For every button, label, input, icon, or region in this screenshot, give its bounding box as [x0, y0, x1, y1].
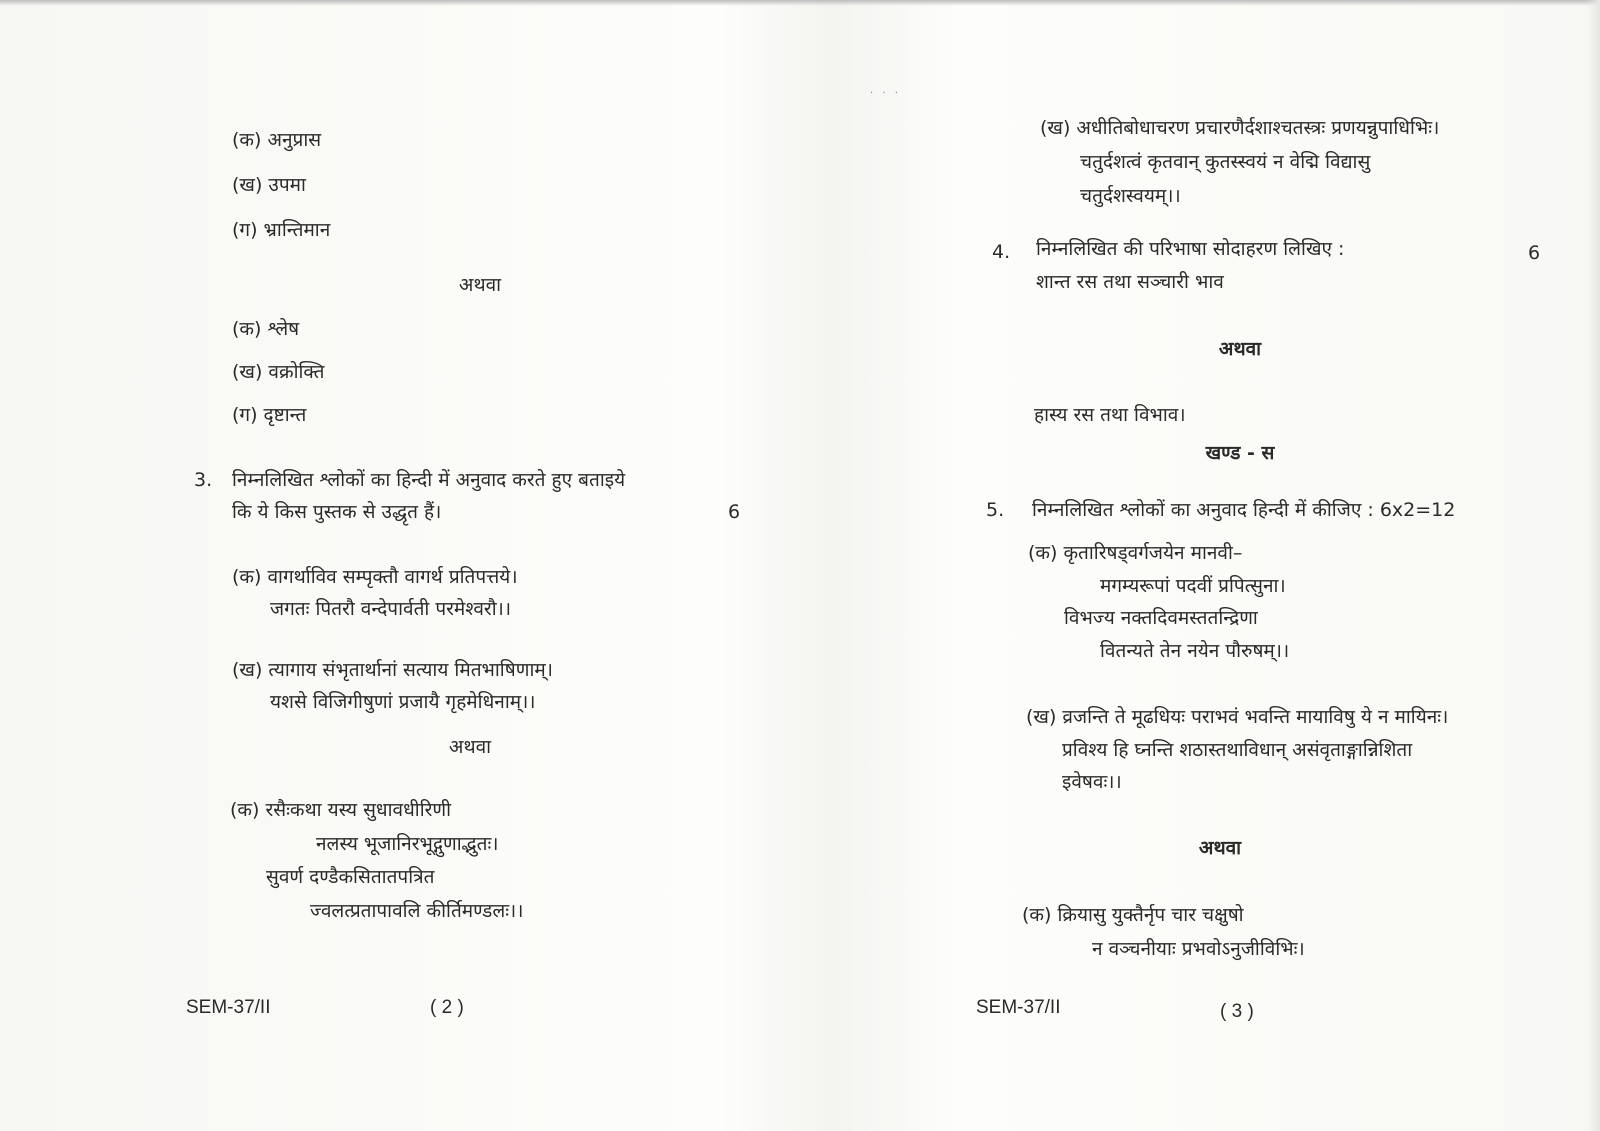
- verse-line: चतुर्दशत्वं कृतवान् कुतस्स्वयं न वेद्मि विद्यासु: [1080, 151, 1371, 173]
- verse-line: प्रविश्य हि घ्नन्ति शठास्तथाविधान् असंवृताङ्गान्निशिता: [1062, 739, 1413, 761]
- verse-line: मगम्यरूपां पदवीं प्रपित्सुना।: [1100, 575, 1286, 597]
- question-number: 4.: [992, 241, 1011, 263]
- verse-line: (क) कृतारिषड्वर्गजयेन मानवी–: [1028, 542, 1243, 564]
- question-number: 3.: [194, 469, 213, 491]
- option-shlesh: (क) श्लेष: [232, 318, 300, 340]
- verse-line: चतुर्दशस्वयम्।।: [1080, 185, 1181, 207]
- verse-line: यशसे विजिगीषुणां प्रजायै गृहमेधिनाम्।।: [270, 691, 536, 713]
- or-divider: अथवा: [1198, 837, 1242, 859]
- option-bhrantiman: (ग) भ्रान्तिमान: [232, 219, 331, 241]
- or-divider: अथवा: [448, 736, 492, 758]
- question-number: 5.: [986, 499, 1005, 521]
- question-text: शान्त रस तथा सञ्चारी भाव: [1036, 271, 1224, 293]
- verse-line: इवेषवः।।: [1062, 771, 1122, 793]
- section-heading: खण्ड - स: [1205, 442, 1275, 464]
- question-text: कि ये किस पुस्तक से उद्धृत हैं।: [232, 501, 442, 523]
- scan-specks: · · ·: [870, 88, 901, 99]
- verse-line: ज्वलत्प्रतापावलि कीर्तिमण्डलः।।: [310, 900, 524, 922]
- verse-line: (ख) व्रजन्ति ते मूढधियः पराभवं भवन्ति मायाविषु ये न मायिनः।: [1026, 706, 1449, 728]
- verse-line: (क) क्रियासु युक्तैर्नृप चार चक्षुषो: [1022, 904, 1244, 926]
- verse-line: (क) वागर्थाविव सम्पृक्तौ वागर्थ प्रतिपत्तये।: [232, 566, 518, 588]
- question-text: निम्नलिखित श्लोकों का अनुवाद हिन्दी में कीजिए : 6x2=12: [1032, 499, 1456, 521]
- page-number: ( 2 ): [430, 997, 464, 1018]
- verse-line: न वञ्चनीयाः प्रभवोऽनुजीविभिः।: [1092, 938, 1305, 960]
- verse-line: नलस्य भूजानिरभूद्गुणाद्भुतः।: [316, 833, 499, 855]
- verse-line: सुवर्ण दण्डैकसितातपत्रित: [266, 866, 435, 888]
- option-vakrokti: (ख) वक्रोक्ति: [232, 361, 325, 383]
- footer-code: SEM-37/II: [976, 997, 1061, 1018]
- verse-line: जगतः पितरौ वन्देपार्वती परमेश्वरौ।।: [270, 598, 512, 620]
- question-text: निम्नलिखित श्लोकों का हिन्दी में अनुवाद करते हुए बताइये: [232, 469, 626, 491]
- option-anupras: (क) अनुप्रास: [232, 129, 322, 151]
- option-upama: (ख) उपमा: [232, 174, 306, 196]
- verse-line: विभज्य नक्तदिवमस्ततन्द्रिणा: [1064, 607, 1258, 629]
- page-number: ( 3 ): [1220, 1001, 1254, 1022]
- verse-line: (ख) अधीतिबोधाचरण प्रचारणैर्दशाश्चतस्त्रः प्रणयन्नुपाधिभिः।: [1040, 117, 1440, 139]
- question-marks: 6: [728, 501, 741, 523]
- question-text: हास्य रस तथा विभाव।: [1034, 404, 1186, 426]
- right-page: [800, 0, 1600, 1131]
- verse-line: (ख) त्यागाय संभृतार्थानां सत्याय मितभाषिणाम्।: [232, 659, 553, 681]
- or-divider: अथवा: [1218, 338, 1262, 360]
- option-drishtant: (ग) दृष्टान्त: [232, 404, 307, 426]
- question-marks: 6: [1528, 242, 1541, 264]
- question-text: निम्नलिखित की परिभाषा सोदाहरण लिखिए :: [1036, 238, 1345, 260]
- or-divider: अथवा: [458, 274, 502, 296]
- footer-code: SEM-37/II: [186, 997, 271, 1018]
- verse-line: वितन्यते तेन नयेन पौरुषम्।।: [1100, 640, 1290, 662]
- verse-line: (क) रसैःकथा यस्य सुधावधीरिणी: [230, 799, 452, 821]
